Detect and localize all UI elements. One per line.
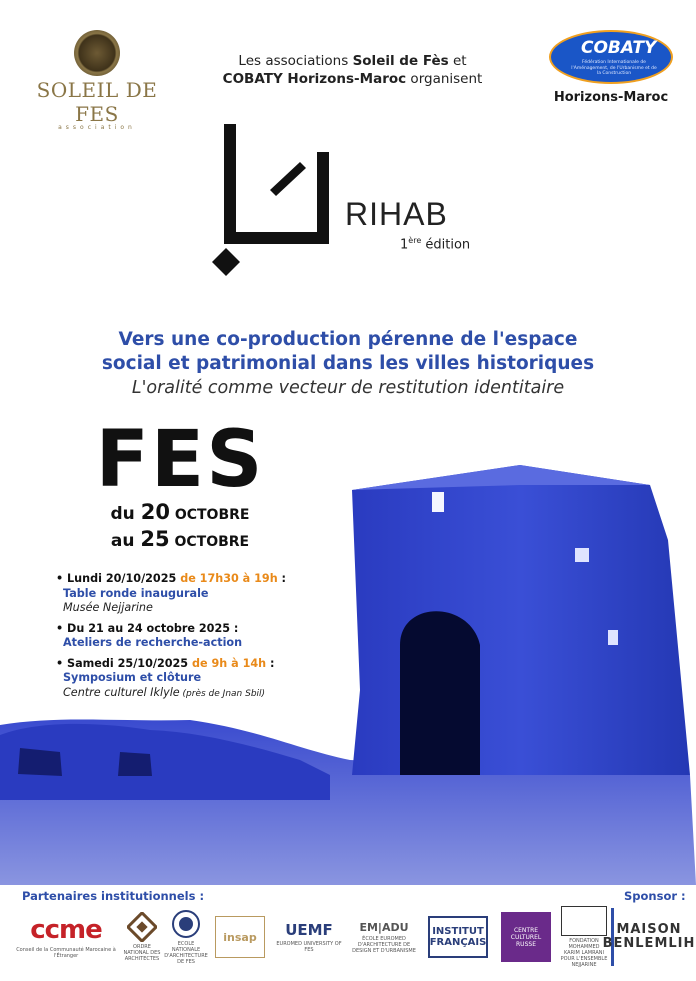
program-title: Symposium et clôture — [63, 671, 202, 684]
program-colon: : — [266, 656, 275, 670]
partner-logo-institut-francais — [426, 906, 490, 968]
date-to-month: OCTOBRE — [169, 534, 250, 550]
date-from-month: OCTOBRE — [169, 507, 250, 523]
event-name: RIHAB — [345, 196, 448, 232]
organizer-2: COBATY Horizons-Maroc — [222, 71, 407, 87]
ccr-mark: CENTRE CULTUREL RUSSE — [501, 912, 551, 962]
school-seal-icon — [171, 909, 201, 939]
program-time: de 9h à 14h — [191, 656, 267, 670]
edition-number: 1 — [400, 237, 409, 253]
date-from-prefix: du — [110, 504, 141, 524]
headline-line-1: Vers une co-production pérenne de l'espace — [118, 329, 578, 350]
date-to — [60, 527, 300, 554]
headline-line-2: social et patrimonial dans les villes historiques — [101, 353, 595, 374]
program-place — [56, 686, 356, 702]
edition-sup: ère — [408, 236, 422, 245]
organizers-suffix: organisent — [406, 71, 483, 87]
partner-logo-uemf — [274, 906, 344, 968]
sponsor-line-1: MAISON — [616, 922, 682, 937]
edition-word: édition — [421, 237, 471, 253]
cona-caption: ORDRE NATIONAL DES ARCHITECTES — [123, 944, 161, 962]
program-item — [56, 622, 356, 651]
program-time: de 17h30 à 19h — [180, 572, 278, 585]
uemf-wordmark: UEMF — [285, 921, 333, 939]
soleil-logo-name: SOLEIL DE FES — [36, 78, 158, 126]
soleil-logo-sub: association — [58, 124, 136, 131]
program-title: Ateliers de recherche-action — [63, 636, 243, 649]
program-date: • Du 21 au 24 octobre 2025 : — [56, 621, 239, 635]
organizers-prefix: Les associations — [238, 53, 353, 69]
partner-logos — [16, 906, 696, 971]
partner-logo-ccr — [496, 906, 556, 968]
uemf-caption: EUROMED UNIVERSITY OF FES — [276, 941, 342, 953]
program-place-name: Centre culturel Iklyle — [63, 685, 180, 699]
partner-logo-enaf — [166, 906, 206, 968]
program-date: • Lundi 20/10/2025 — [56, 572, 181, 585]
program-date: • Samedi 25/10/2025 — [56, 656, 192, 670]
organizer-1: Soleil de Fès — [352, 53, 449, 69]
cobaty-name: COBATY — [581, 38, 657, 58]
enaf-caption: ECOLE NATIONALE D'ARCHITECTURE DE FES — [164, 941, 208, 965]
program-colon: : — [277, 572, 287, 585]
soleil-de-fes-logo — [22, 30, 172, 131]
institut-francais-wordmark: INSTITUT FRANÇAIS — [428, 916, 488, 958]
partner-logo-fondation — [560, 906, 608, 968]
partners-label: Partenaires institutionnels : — [22, 889, 205, 903]
date-from-day: 20 — [140, 500, 170, 524]
program-item — [56, 657, 356, 702]
program-place: Musée Nejjarine — [63, 601, 153, 614]
insap-wordmark: insap — [215, 916, 265, 958]
date-to-day: 25 — [140, 527, 170, 551]
partner-logo-ccme — [16, 906, 116, 968]
partner-logo-cona — [120, 906, 164, 968]
architects-order-icon — [127, 912, 157, 942]
cobaty-tagline: Fédération Internationale de l'Aménagement, de l'Urbanisme et de la Construction — [571, 60, 657, 76]
cobaty-sub: Horizons-Maroc — [553, 90, 669, 105]
organizers-text — [190, 52, 515, 88]
ccme-caption: Conseil de la Communauté Marocaine à l'Étranger — [16, 947, 116, 959]
edition-label — [400, 236, 470, 252]
cobaty-logo — [546, 30, 676, 108]
program-place-note: (près de Jnan Sbil) — [179, 688, 266, 699]
sponsor-label: Sponsor : — [624, 889, 686, 903]
city-name: FES — [95, 415, 265, 505]
program-item — [56, 572, 356, 616]
ccme-wordmark: ccme — [30, 915, 102, 945]
title-block — [0, 328, 696, 400]
cobaty-oval — [549, 30, 673, 84]
fondation-caption: FONDATION MOHAMMED KARIM LAMRANI POUR L'ENSEMBLE NEJJARINE — [560, 938, 608, 968]
sponsor-logo-benlemlih — [602, 906, 696, 968]
emadu-wordmark: EM|ADU — [359, 920, 409, 934]
program-title: Table ronde inaugurale — [63, 586, 209, 600]
emadu-caption: ÉCOLE EUROMED D'ARCHITECTURE DE DESIGN ET D'URBANISME — [352, 935, 416, 954]
sponsor-line-2: BENLEMLIH — [602, 936, 696, 951]
sun-emblem-icon — [74, 30, 120, 76]
fondation-building-icon — [561, 906, 607, 936]
partner-logo-emadu — [348, 906, 420, 968]
organizers-mid: et — [448, 53, 467, 69]
partner-logo-insap — [212, 906, 268, 968]
dates-block — [60, 415, 300, 554]
subtitle: L'oralité comme vecteur de restitution identitaire — [131, 378, 565, 398]
program-list — [56, 572, 356, 707]
rihab-calligraphy-mark — [210, 122, 340, 292]
date-to-prefix: au — [110, 531, 141, 551]
